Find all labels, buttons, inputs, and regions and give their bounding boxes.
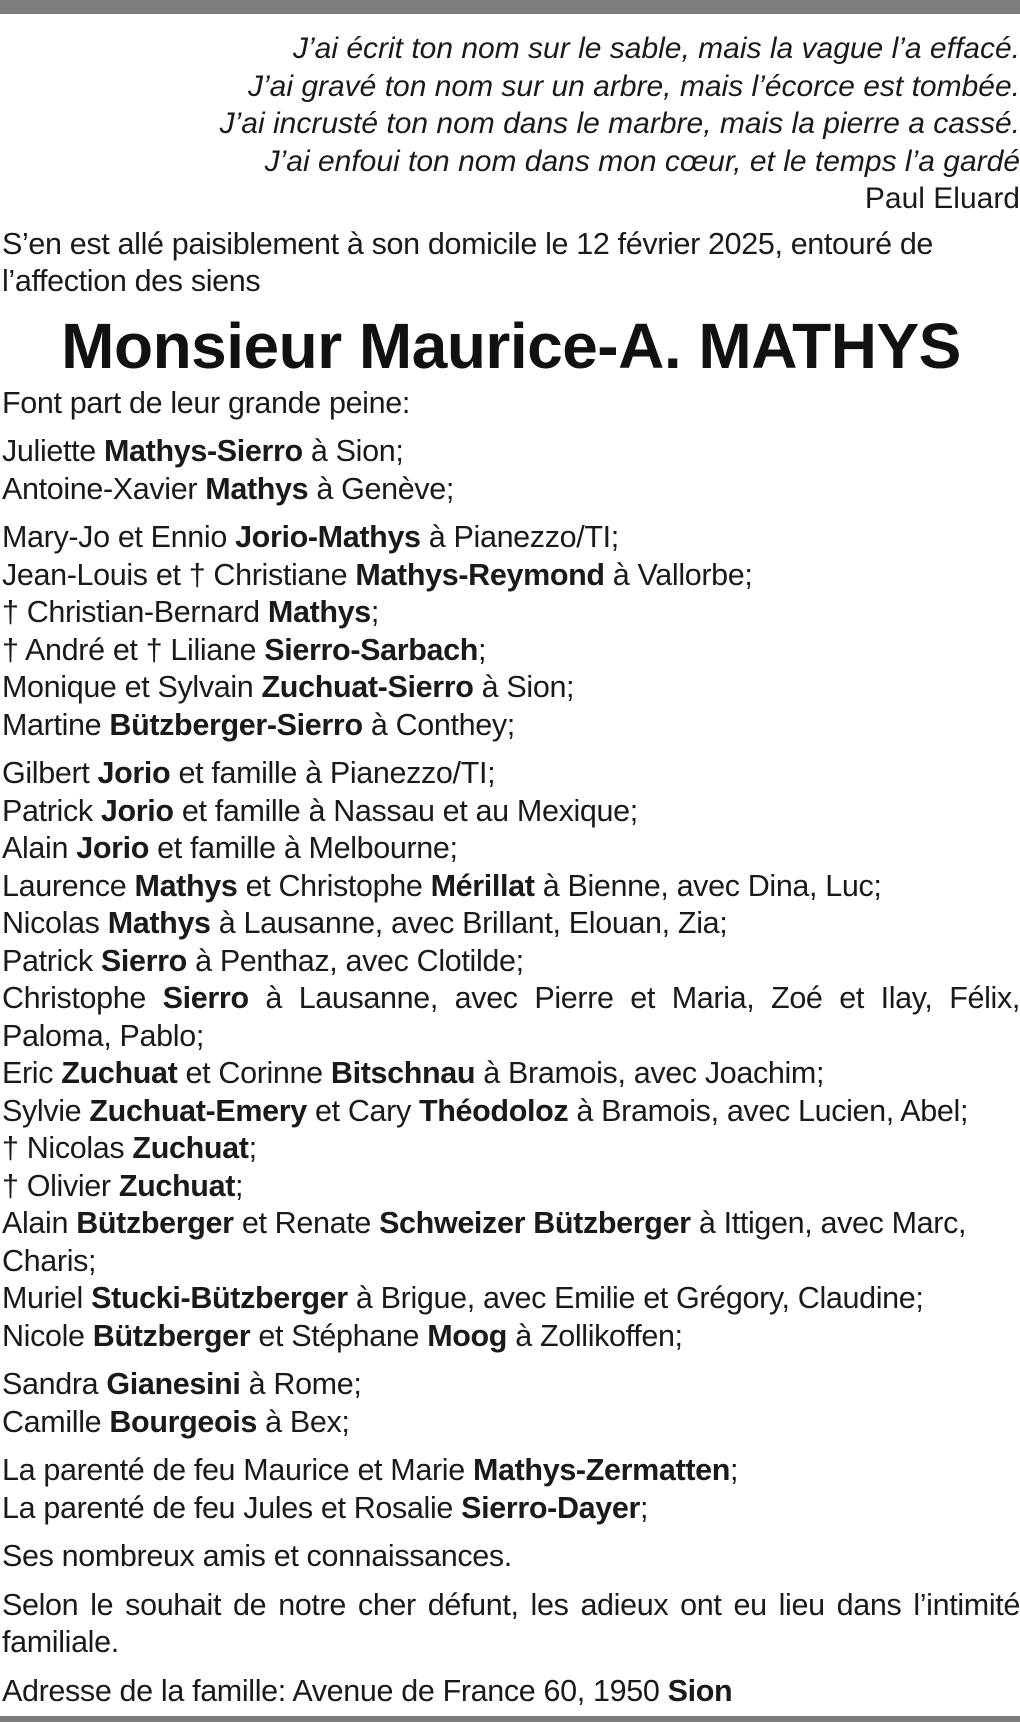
family-line: [2, 830, 1020, 868]
friends-text: Ses nombreux amis et connaissances.: [2, 1539, 512, 1573]
poem-quote: [2, 30, 1020, 218]
family-text: Monique et Sylvain: [2, 670, 262, 704]
family-text: à Penthaz, avec Clotilde;: [186, 943, 524, 978]
family-line: [2, 1452, 1020, 1490]
poem-line: J’ai écrit ton nom sur le sable, mais la vague l’a effacé.: [292, 32, 1020, 65]
family-text: Juliette: [2, 434, 104, 468]
family-text: La parenté de feu Jules et Rosalie: [2, 1490, 462, 1525]
family-surname: Jorio: [100, 793, 174, 828]
family-text: à Brigue, avec Emilie et Grégory, Claudine;: [347, 1281, 924, 1315]
family-line: [2, 1318, 1020, 1356]
family-line: [2, 1055, 1020, 1093]
poem-line: J’ai incrusté ton nom dans le marbre, mais la pierre a cassé.: [219, 107, 1020, 140]
family-text: et Renate: [233, 1206, 380, 1240]
family-group: [2, 519, 1020, 744]
family-surname: Théodoloz: [418, 1093, 569, 1128]
family-surname: Sierro: [162, 981, 249, 1015]
family-text: † André et † Liliane: [2, 632, 265, 667]
family-text: à Rome;: [240, 1367, 362, 1401]
family-line: [2, 632, 1020, 670]
poem-line: J’ai enfoui ton nom dans mon cœur, et le temps l’a gardé: [264, 144, 1020, 178]
family-text: † Olivier: [2, 1168, 119, 1203]
family-surname: Zuchuat: [132, 1131, 249, 1165]
family-surname: Mathys: [107, 906, 211, 940]
family-text: Gilbert: [2, 756, 98, 790]
family-text: Sylvie: [2, 1093, 90, 1128]
family-surname: Sierro: [100, 943, 187, 978]
family-text: et famille à Pianezzo/TI;: [170, 756, 496, 790]
family-surname: Mathys-Reymond: [355, 557, 605, 592]
family-surname: Bützberger-Sierro: [109, 707, 363, 742]
intro-text: S’en est allé paisiblement à son domicile le 12 février 2025, entouré de l’affection des siens: [2, 226, 934, 298]
top-rule: [0, 0, 1020, 14]
announcement-text: Font part de leur grande peine:: [2, 385, 410, 420]
family-line: [2, 433, 1020, 471]
family-text: à Bienne, avec Dina, Luc;: [534, 868, 882, 903]
family-surname: Zuchuat: [61, 1056, 178, 1090]
family-text: Nicole: [2, 1318, 93, 1353]
family-text: à Bex;: [257, 1404, 350, 1439]
family-line: [2, 557, 1020, 595]
family-group: [2, 755, 1020, 1355]
family-text: Antoine-Xavier: [2, 471, 206, 506]
family-text: † Christian-Bernard: [2, 595, 268, 629]
family-text: Muriel: [2, 1281, 92, 1315]
family-surname: Jorio-Mathys: [235, 520, 421, 554]
family-surname: Bützberger: [76, 1206, 234, 1240]
family-surname: Mathys: [134, 868, 238, 903]
family-line: [2, 905, 1020, 943]
family-line: [2, 707, 1020, 745]
family-text: Nicolas: [2, 906, 108, 940]
family-text: et famille à Melbourne;: [149, 831, 458, 865]
family-text: Martine: [2, 707, 110, 742]
family-line: [2, 868, 1020, 906]
family-line: [2, 793, 1020, 831]
obituary-content: [0, 30, 1020, 1710]
deceased-name: Monsieur Maurice-A. MATHYS: [61, 309, 961, 382]
family-text: et Christophe: [237, 868, 431, 903]
family-line: [2, 980, 1020, 1055]
family-text: Mary-Jo et Ennio: [2, 520, 236, 554]
family-surname: Schweizer Bützberger: [379, 1206, 691, 1240]
family-text: ;: [478, 632, 487, 667]
family-surname: Gianesini: [106, 1367, 241, 1401]
family-line: [2, 1205, 1020, 1280]
family-text: Sandra: [2, 1367, 107, 1401]
family-line: [2, 1280, 1020, 1318]
family-text: ;: [640, 1490, 649, 1525]
family-surname: Zuchuat-Sierro: [261, 670, 474, 704]
address-city: Sion: [667, 1673, 733, 1708]
family-surname: Jorio: [76, 831, 150, 865]
family-line: [2, 1490, 1020, 1528]
family-line: [2, 594, 1020, 632]
family-text: et Corinne: [177, 1056, 331, 1090]
family-text: Laurence: [2, 868, 135, 903]
family-group: [2, 433, 1020, 508]
family-text: Patrick: [2, 943, 101, 978]
family-list: [2, 433, 1020, 1527]
family-surname: Mathys: [205, 471, 309, 506]
family-text: à Sion;: [473, 670, 575, 704]
poem-line: J’ai gravé ton nom sur un arbre, mais l’écorce est tombée.: [247, 69, 1020, 103]
family-text: Christophe: [2, 981, 163, 1015]
family-surname: Mathys: [267, 595, 371, 629]
family-text: à Lausanne, avec Brillant, Elouan, Zia;: [210, 906, 728, 940]
family-text: † Nicolas: [2, 1131, 133, 1165]
family-text: Camille: [2, 1404, 110, 1439]
family-line: [2, 1404, 1020, 1442]
family-line: [2, 943, 1020, 981]
family-surname: Jorio: [97, 756, 171, 790]
family-surname: Mathys-Zermatten: [472, 1453, 731, 1487]
family-text: à Bramois, avec Joachim;: [475, 1056, 825, 1090]
family-surname: Sierro-Sarbach: [264, 632, 479, 667]
address-label: Adresse de la famille: Avenue de France 60, 1950: [2, 1673, 668, 1708]
family-text: à Sion;: [302, 434, 404, 468]
family-text: ;: [370, 595, 380, 629]
family-surname: Moog: [427, 1318, 508, 1353]
family-surname: Mérillat: [430, 868, 535, 903]
family-text: à Bramois, avec Lucien, Abel;: [568, 1093, 969, 1128]
family-text: La parenté de feu Maurice et Marie: [2, 1453, 473, 1487]
family-surname: Zuchuat: [118, 1168, 235, 1203]
family-text: ;: [248, 1131, 257, 1165]
family-surname: Sierro-Dayer: [461, 1490, 641, 1525]
family-text: Alain: [2, 1206, 77, 1240]
family-text: et famille à Nassau et au Mexique;: [173, 793, 638, 828]
family-line: [2, 471, 1020, 509]
family-surname: Stucki-Bützberger: [91, 1281, 348, 1315]
family-text: à Conthey;: [362, 707, 515, 742]
family-surname: Zuchuat-Emery: [89, 1093, 307, 1128]
family-line: [2, 1366, 1020, 1404]
family-text: ;: [730, 1453, 739, 1487]
family-address: [2, 1673, 1020, 1711]
family-group: [2, 1452, 1020, 1527]
family-line: [2, 1130, 1020, 1168]
family-line: [2, 1168, 1020, 1206]
family-text: à Genève;: [308, 471, 454, 506]
family-text: à Ittigen, avec Marc, Charis;: [2, 1206, 967, 1278]
bottom-rule: [0, 1716, 1020, 1722]
family-line: [2, 1093, 1020, 1131]
family-text: Alain: [2, 831, 77, 865]
family-line: [2, 669, 1020, 707]
farewell-text: Selon le souhait de notre cher défunt, les adieux ont eu lieu dans l’intimité familiale.: [2, 1587, 1020, 1659]
family-line: [2, 755, 1020, 793]
family-text: à Vallorbe;: [604, 557, 753, 592]
poem-author: Paul Eluard: [864, 182, 1020, 215]
family-text: Jean-Louis et † Christiane: [2, 557, 356, 592]
family-surname: Bourgeois: [109, 1404, 258, 1439]
family-text: ;: [235, 1168, 244, 1203]
family-surname: Bitschnau: [330, 1056, 476, 1090]
family-surname: Bützberger: [92, 1318, 251, 1353]
family-text: à Pianezzo/TI;: [420, 520, 619, 554]
family-line: [2, 519, 1020, 557]
family-text: Eric: [2, 1056, 62, 1090]
family-group: [2, 1366, 1020, 1441]
family-text: Patrick: [2, 793, 101, 828]
family-surname: Mathys-Sierro: [103, 434, 303, 468]
family-text: à Lausanne, avec Pierre et Maria, Zoé et Ilay, Félix, Paloma, Pablo;: [2, 981, 1020, 1053]
family-text: et Cary: [306, 1093, 419, 1128]
family-text: et Stéphane: [250, 1318, 428, 1353]
family-text: à Zollikoffen;: [507, 1318, 683, 1353]
